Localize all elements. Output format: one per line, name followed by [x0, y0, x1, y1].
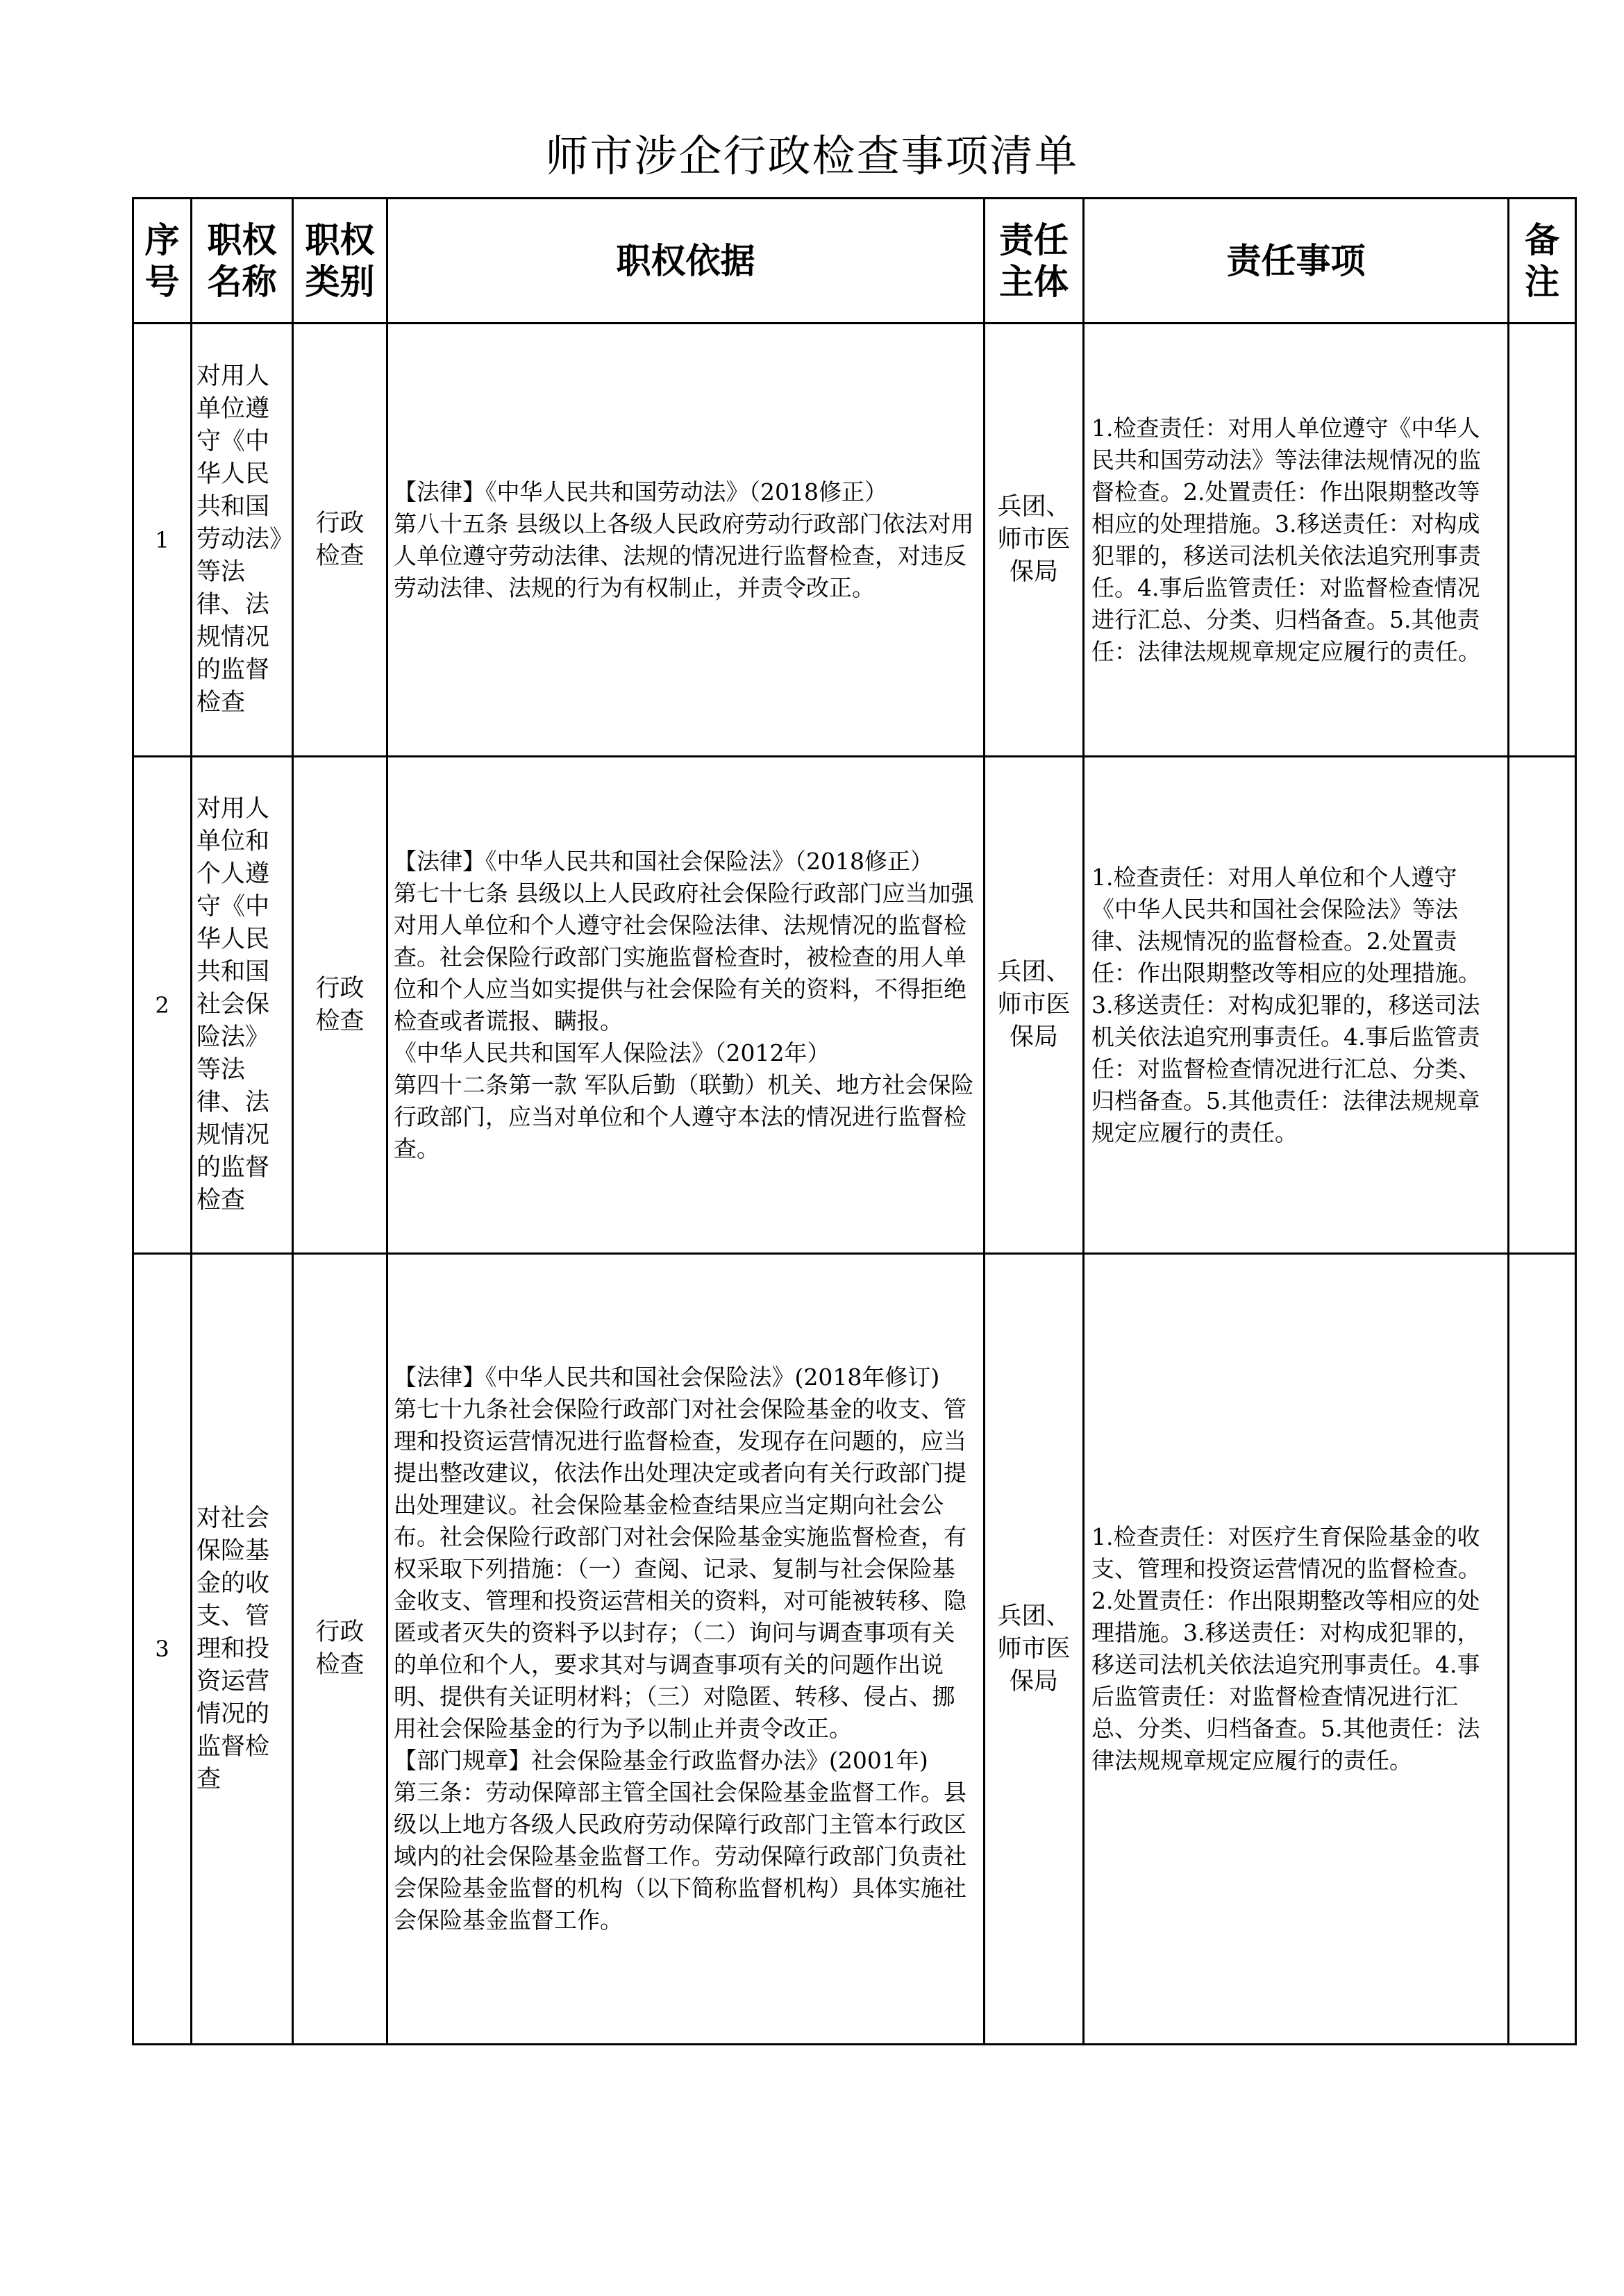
remark: [1509, 324, 1576, 757]
basis-law-title: 【法律】《中华人民共和国劳动法》（2018修正）: [394, 478, 887, 505]
power-basis: [387, 324, 985, 757]
header-index: 序号: [133, 199, 192, 324]
header-duties: 责任事项: [1084, 199, 1509, 324]
remark: [1509, 1254, 1576, 2045]
power-name: 对用人单位和个人遵守《中华人民共和国社会保险法》等法律、法规情况的监督检查: [192, 757, 293, 1254]
responsibility-items: 1.检查责任：对用人单位遵守《中华人民共和国劳动法》等法律法规情况的监督检查。2.处置责任：作出限期整改等相应的处理措施。3.移送责任：对构成犯罪的，移送司法机关依法追究刑事责任。4.事后监管责任：对监督检查情况进行汇总、分类、归档备查。5.其他责任：法律法规规章规定应履行的责任。: [1084, 324, 1509, 757]
basis-law-title: 【法律】《中华人民共和国社会保险法》（2018修正）: [394, 847, 933, 875]
power-basis: [387, 1254, 985, 2045]
basis-law-title: 【法律】《中华人民共和国社会保险法》(2018年修订): [394, 1364, 940, 1391]
inspection-matters-table: [132, 197, 1577, 2045]
power-name: 对用人单位遵守《中华人民共和国劳动法》等法律、法规情况的监督检查: [192, 324, 293, 757]
basis-regulation-title: 【部门规章】社会保险基金行政监督办法》(2001年): [394, 1747, 928, 1774]
power-type: 行政检查: [293, 1254, 387, 2045]
row-index: 1: [133, 324, 192, 757]
basis-article: 第三条：劳动保障部主管全国社会保险基金监督工作。县级以上地方各级人民政府劳动保障行政部门主管本行政区域内的社会保险基金监督工作。劳动保障行政部门负责社会保险基金监督的机构（以下简称监督机构）具体实施社会保险基金监督工作。: [394, 1779, 966, 1934]
table-row: [133, 324, 1576, 757]
header-remark: 备注: [1509, 199, 1576, 324]
header-name: 职权名称: [192, 199, 293, 324]
responsible-subject: 兵团、师市医保局: [985, 1254, 1084, 2045]
header-subject: 责任主体: [985, 199, 1084, 324]
responsibility-items: 1.检查责任：对用人单位和个人遵守《中华人民共和国社会保险法》等法律、法规情况的监督检查。2.处置责任：作出限期整改等相应的处理措施。3.移送责任：对构成犯罪的，移送司法机关依法追究刑事责任。4.事后监管责任：对监督检查情况进行汇总、分类、归档备查。5.其他责任：法律法规规章规定应履行的责任。: [1084, 757, 1509, 1254]
responsible-subject: 兵团、师市医保局: [985, 757, 1084, 1254]
power-name: 对社会保险基金的收支、管理和投资运营情况的监督检查: [192, 1254, 293, 2045]
responsibility-items: 1.检查责任：对医疗生育保险基金的收支、管理和投资运营情况的监督检查。2.处置责任：作出限期整改等相应的处理措施。3.移送责任：对构成犯罪的，移送司法机关依法追究刑事责任。4.事后监管责任：对监督检查情况进行汇总、分类、归档备查。5.其他责任：法律法规规章规定应履行的责任。: [1084, 1254, 1509, 2045]
basis-article: 第八十五条 县级以上各级人民政府劳动行政部门依法对用人单位遵守劳动法律、法规的情况进行监督检查，对违反劳动法律、法规的行为有权制止，并责令改正。: [394, 510, 974, 601]
responsible-subject: 兵团、师市医保局: [985, 324, 1084, 757]
row-index: 2: [133, 757, 192, 1254]
table-header-row: [133, 199, 1576, 324]
header-type: 职权类别: [293, 199, 387, 324]
row-index: 3: [133, 1254, 192, 2045]
power-type: 行政检查: [293, 324, 387, 757]
basis-article: 第七十九条社会保险行政部门对社会保险基金的收支、管理和投资运营情况进行监督检查，发现存在问题的，应当提出整改建议，依法作出处理决定或者向有关行政部门提出处理建议。社会保险基金检查结果应当定期向社会公布。社会保险行政部门对社会保险基金实施监督检查，有权采取下列措施：（一）查阅、记录、复制与社会保险基金收支、管理和投资运营相关的资料，对可能被转移、隐匿或者灭失的资料予以封存；（二）询问与调查事项有关的单位和个人，要求其对与调查事项有关的问题作出说明、提供有关证明材料；（三）对隐匿、转移、侵占、挪用社会保险基金的行为予以制止并责令改正。: [394, 1396, 966, 1742]
table-row: [133, 757, 1576, 1254]
basis-article: 第四十二条第一款 军队后勤（联勤）机关、地方社会保险行政部门，应当对单位和个人遵守本法的情况进行监督检查。: [394, 1071, 974, 1162]
header-basis: 职权依据: [387, 199, 985, 324]
power-basis: [387, 757, 985, 1254]
power-type: 行政检查: [293, 757, 387, 1254]
table-row: [133, 1254, 1576, 2045]
basis-law-title: 《中华人民共和国军人保险法》（2012年）: [394, 1039, 830, 1066]
page-title: 师市涉企行政检查事项清单: [545, 131, 1079, 181]
remark: [1509, 757, 1576, 1254]
basis-article: 第七十七条 县级以上人民政府社会保险行政部门应当加强对用人单位和个人遵守社会保险法律、法规情况的监督检查。社会保险行政部门实施监督检查时，被检查的用人单位和个人应当如实提供与社会保险有关的资料，不得拒绝检查或者谎报、瞒报。: [394, 879, 974, 1034]
